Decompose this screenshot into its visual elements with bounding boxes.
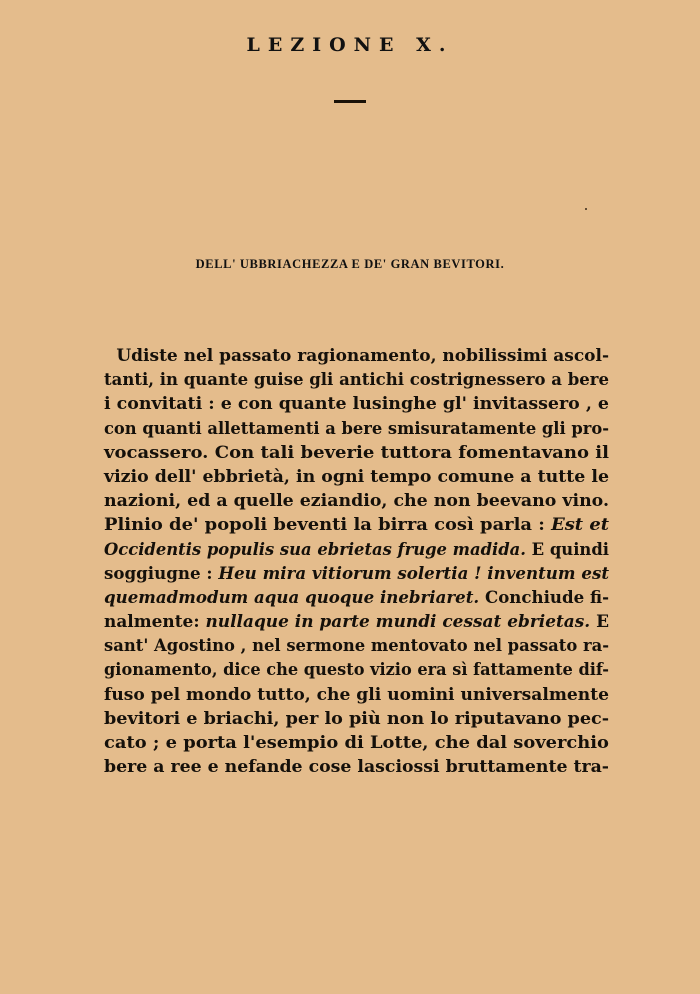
text-run: fuso pel mondo tutto, che gli uomini universalmente [104,684,609,704]
text-line [104,513,609,537]
latin-quote: quemadmodum aqua quoque inebriaret. [104,587,480,607]
latin-quote: Est et [551,515,609,535]
chapter-title: LEZIONE X. [246,34,454,56]
text-run: vocassero. Con tali beverie tuttora fomentavano il [104,442,610,462]
text-run: Plinio de' popoli beventi la birra così parla : [104,515,552,535]
section-title: DELL' UBBRIACHEZZA E DE' GRAN BEVITORI. [195,257,505,271]
text-run: Udiste nel passato ragionamento, nobilissimi ascol- [116,346,610,365]
text-run: sant' Agostino , nel sermone mentovato nel passato ra- [104,636,610,656]
text-run: vizio dell' ebbrietà, in ogni tempo comune a tutte le [104,466,610,486]
latin-quote: Occidentis populis sua ebrietas fruge madida. [104,539,526,559]
text-line [104,417,609,441]
body-paragraph [104,344,609,779]
text-line [104,344,609,368]
text-run: nalmente: [104,612,206,632]
text-run: bevitori e briachi, per lo più non lo riputavano pec- [104,708,610,728]
text-run: gionamento, dice che questo vizio era sì fattamente dif- [104,660,609,680]
text-run: soggiugne : [104,563,219,583]
text-run: bere a ree e nefande cose lasciossi bruttamente tra- [104,757,609,777]
text-line [104,731,609,755]
title-rule [334,100,366,103]
text-run: i convitati : e con quante lusinghe gl' invitassero , e [104,394,610,414]
ink-speck [585,208,587,210]
text-line [104,441,609,465]
text-run: nazioni, ed a quelle eziandio, che non beevano vino. [104,491,610,511]
latin-quote: Heu mira vitiorum solertia ! inventum est [218,563,610,583]
text-line [104,634,609,658]
text-run: tanti, in quante guise gli antichi costrignessero a bere [104,370,610,390]
text-line [104,465,609,489]
text-line [104,658,609,682]
text-run: Conchiude fi- [479,587,609,607]
text-run: cato ; e porta l'esempio di Lotte, che dal soverchio [104,733,609,752]
text-line [104,489,609,513]
text-line [104,707,609,731]
text-line [104,538,609,562]
latin-quote: nullaque in parte mundi cessat ebrietas. [205,612,591,632]
text-line [104,562,609,586]
text-line [104,586,609,610]
text-line [104,368,609,392]
text-line [104,610,609,634]
text-run: E quindi [525,539,609,559]
text-line [104,392,609,416]
text-line [104,683,609,707]
text-run: E [590,612,610,632]
text-line [104,755,609,779]
text-run: con quanti allettamenti a bere smisuratamente gli pro- [104,418,610,438]
